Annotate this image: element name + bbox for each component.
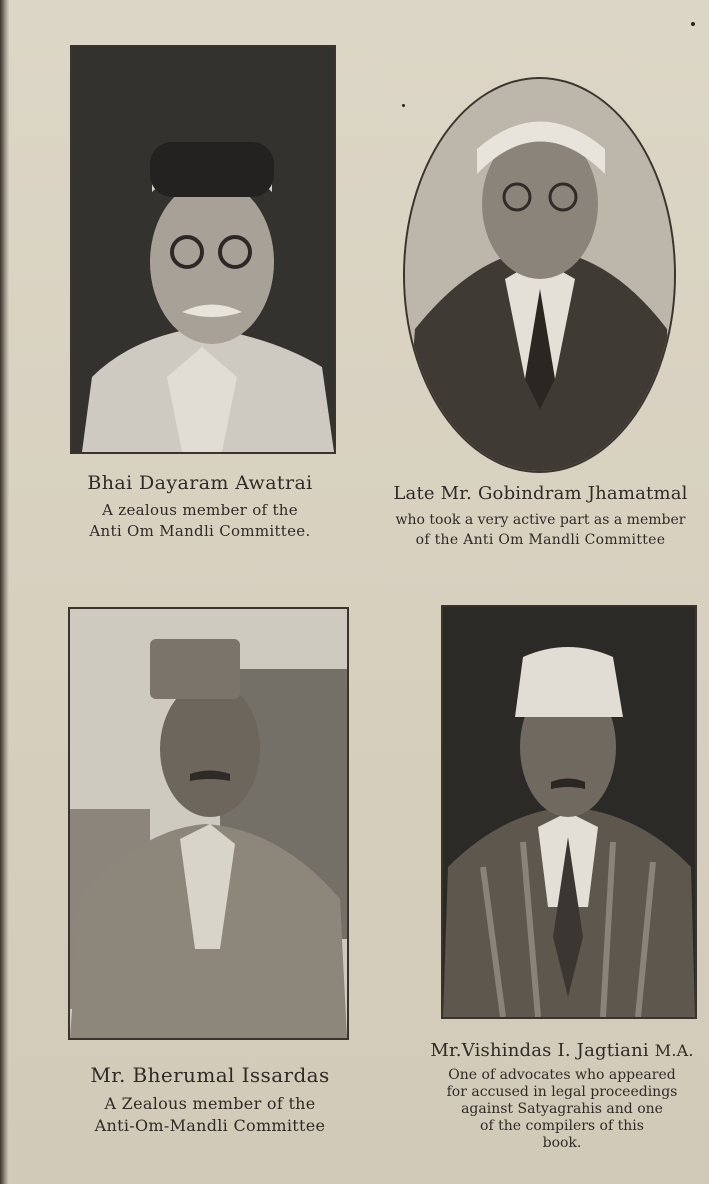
portrait-photo-bherumal-issardas: [68, 607, 349, 1040]
portrait-name: Mr. Bherumal Issardas: [90, 1063, 330, 1087]
portrait-photo-vishindas-jagtiani: [441, 605, 697, 1019]
paper-speck: [691, 22, 695, 26]
caption-dayaram-awatrai: [50, 473, 350, 540]
portrait-description-line: against Satyagrahis and one: [461, 1100, 663, 1117]
portrait-description-line: A zealous member of the: [102, 500, 298, 519]
portrait-name: Bhai Dayaram Awatrai: [87, 472, 313, 494]
portrait-name: [412, 1041, 709, 1062]
portrait-description-line: of the compilers of this: [480, 1117, 644, 1134]
portrait-name-text: Mr.Vishindas I. Jagtiani: [430, 1040, 649, 1061]
portrait-description-line: Anti Om Mandli Committee.: [89, 522, 311, 541]
caption-gobindram-jhamatmal: [372, 484, 709, 548]
portrait-photo-gobindram-jhamatmal: [403, 77, 676, 473]
portrait-description-line: book.: [542, 1135, 582, 1152]
portrait-photo-dayaram-awatrai: [70, 45, 336, 454]
portrait-description-line: for accused in legal proceedings: [446, 1083, 678, 1100]
caption-bherumal-issardas: [60, 1064, 360, 1136]
page-binding-edge: [0, 0, 9, 1184]
paper-speck: [402, 104, 405, 107]
portrait-description-line: One of advocates who appeared: [448, 1066, 676, 1083]
portrait-description-line: who took a very active part as a member: [395, 511, 686, 528]
portrait-name: Late Mr. Gobindram Jhamatmal: [393, 483, 688, 504]
portrait-degree: M.A.: [654, 1041, 694, 1060]
caption-vishindas-jagtiani: [412, 1041, 709, 1151]
portrait-description-line: A Zealous member of the: [104, 1094, 316, 1113]
portrait-description-line: Anti-Om-Mandli Committee: [94, 1116, 326, 1136]
portrait-description-line: of the Anti Om Mandli Committee: [415, 531, 666, 548]
